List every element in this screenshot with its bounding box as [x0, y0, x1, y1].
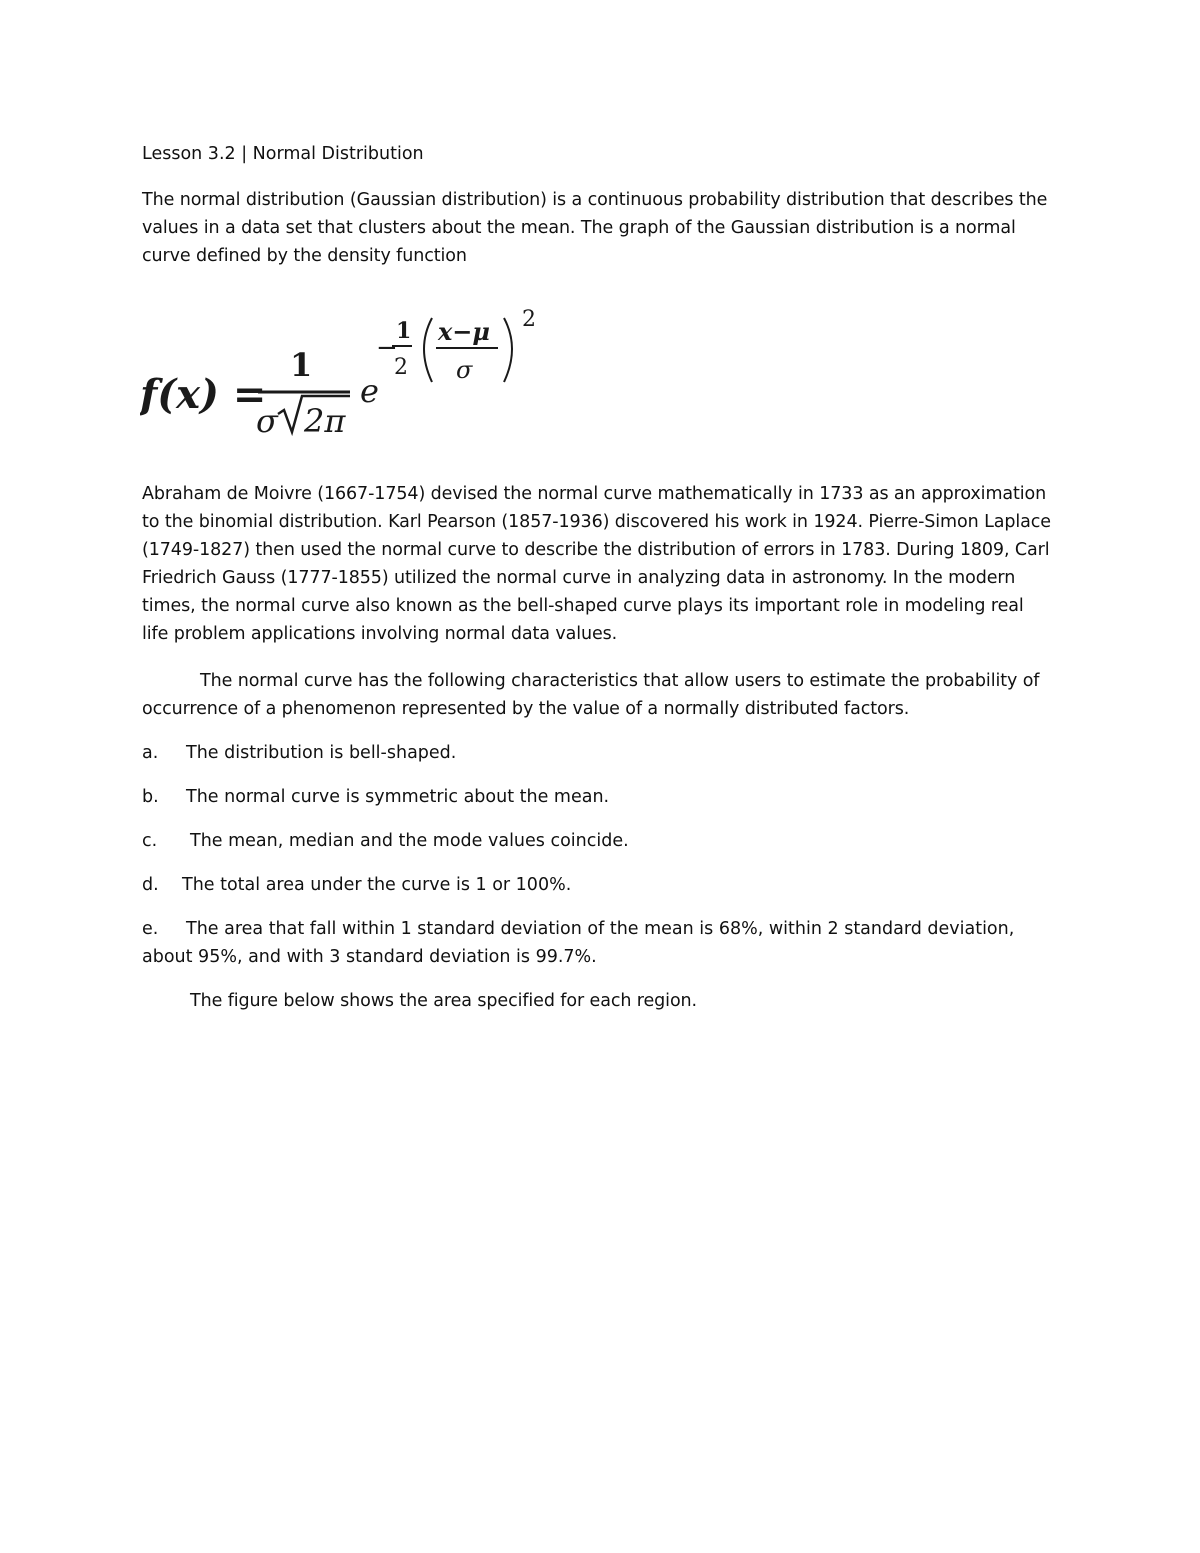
characteristics-line: occurrence of a phenomenon represented by the value of a normally distributed factors. [142, 699, 910, 719]
formula-exp-inner-den: σ [456, 356, 473, 384]
history-paragraph [142, 480, 1072, 648]
closing-paragraph [142, 987, 1072, 1015]
list-item [142, 739, 1072, 767]
formula-denominator-sigma: σ [256, 402, 278, 440]
formula-denominator-root: 2π [304, 402, 346, 440]
characteristics-line: The normal curve has the following characteristics that allow users to estimate the probability of [200, 671, 1040, 691]
history-line: times, the normal curve also known as the bell-shaped curve plays its important role in modeling real [142, 596, 1024, 616]
formula-exp-power: 2 [522, 307, 536, 332]
list-item-text: The mean, median and the mode values coincide. [190, 831, 629, 851]
formula-base-e: e [360, 372, 379, 410]
history-line: life problem applications involving normal data values. [142, 624, 618, 644]
list-item-continuation: about 95%, and with 3 standard deviation is 99.7%. [142, 947, 597, 967]
list-marker: c. [142, 831, 158, 851]
density-function-formula [140, 296, 540, 446]
formula-exp-frac-den: 2 [394, 355, 408, 380]
intro-line: curve defined by the density function [142, 246, 467, 266]
history-line: Abraham de Moivre (1667-1754) devised the normal curve mathematically in 1733 as an approximation [142, 484, 1047, 504]
formula-exp-sign: − [376, 333, 398, 363]
closing-line: The figure below shows the area specified for each region. [190, 991, 698, 1011]
list-item [142, 871, 1072, 899]
formula-lhs: f(x) = [140, 371, 267, 418]
list-item [142, 915, 1072, 971]
formula-exp-frac-num: 1 [396, 318, 412, 344]
list-item-text: The normal curve is symmetric about the mean. [186, 787, 610, 807]
left-paren-icon [424, 318, 432, 382]
list-marker: e. [142, 919, 159, 939]
intro-paragraph [142, 186, 1072, 270]
list-item-text: The distribution is bell-shaped. [186, 743, 457, 763]
history-line: to the binomial distribution. Karl Pearson (1857-1936) discovered his work in 1924. Pierre-Simon Laplace [142, 512, 1051, 532]
intro-line: The normal distribution (Gaussian distribution) is a continuous probability distribution that describes the [142, 190, 1048, 210]
right-paren-icon [504, 318, 512, 382]
list-marker: a. [142, 743, 159, 763]
list-item-text: The total area under the curve is 1 or 100%. [182, 875, 572, 895]
list-item [142, 783, 1072, 811]
list-marker: d. [142, 875, 159, 895]
history-line: Friedrich Gauss (1777-1855) utilized the normal curve in analyzing data in astronomy. In the modern [142, 568, 1016, 588]
characteristics-paragraph [142, 667, 1072, 723]
intro-line: values in a data set that clusters about the mean. The graph of the Gaussian distribution is a normal [142, 218, 1016, 238]
list-marker: b. [142, 787, 159, 807]
list-item-text: The area that fall within 1 standard deviation of the mean is 68%, within 2 standard deviation, [186, 919, 1015, 939]
history-line: (1749-1827) then used the normal curve to describe the distribution of errors in 1783. During 1809, Carl [142, 540, 1050, 560]
list-item [142, 827, 1072, 855]
lesson-title: Lesson 3.2 | Normal Distribution [142, 144, 424, 164]
formula-numerator: 1 [290, 346, 313, 384]
formula-exp-inner-num: x−μ [438, 317, 490, 346]
